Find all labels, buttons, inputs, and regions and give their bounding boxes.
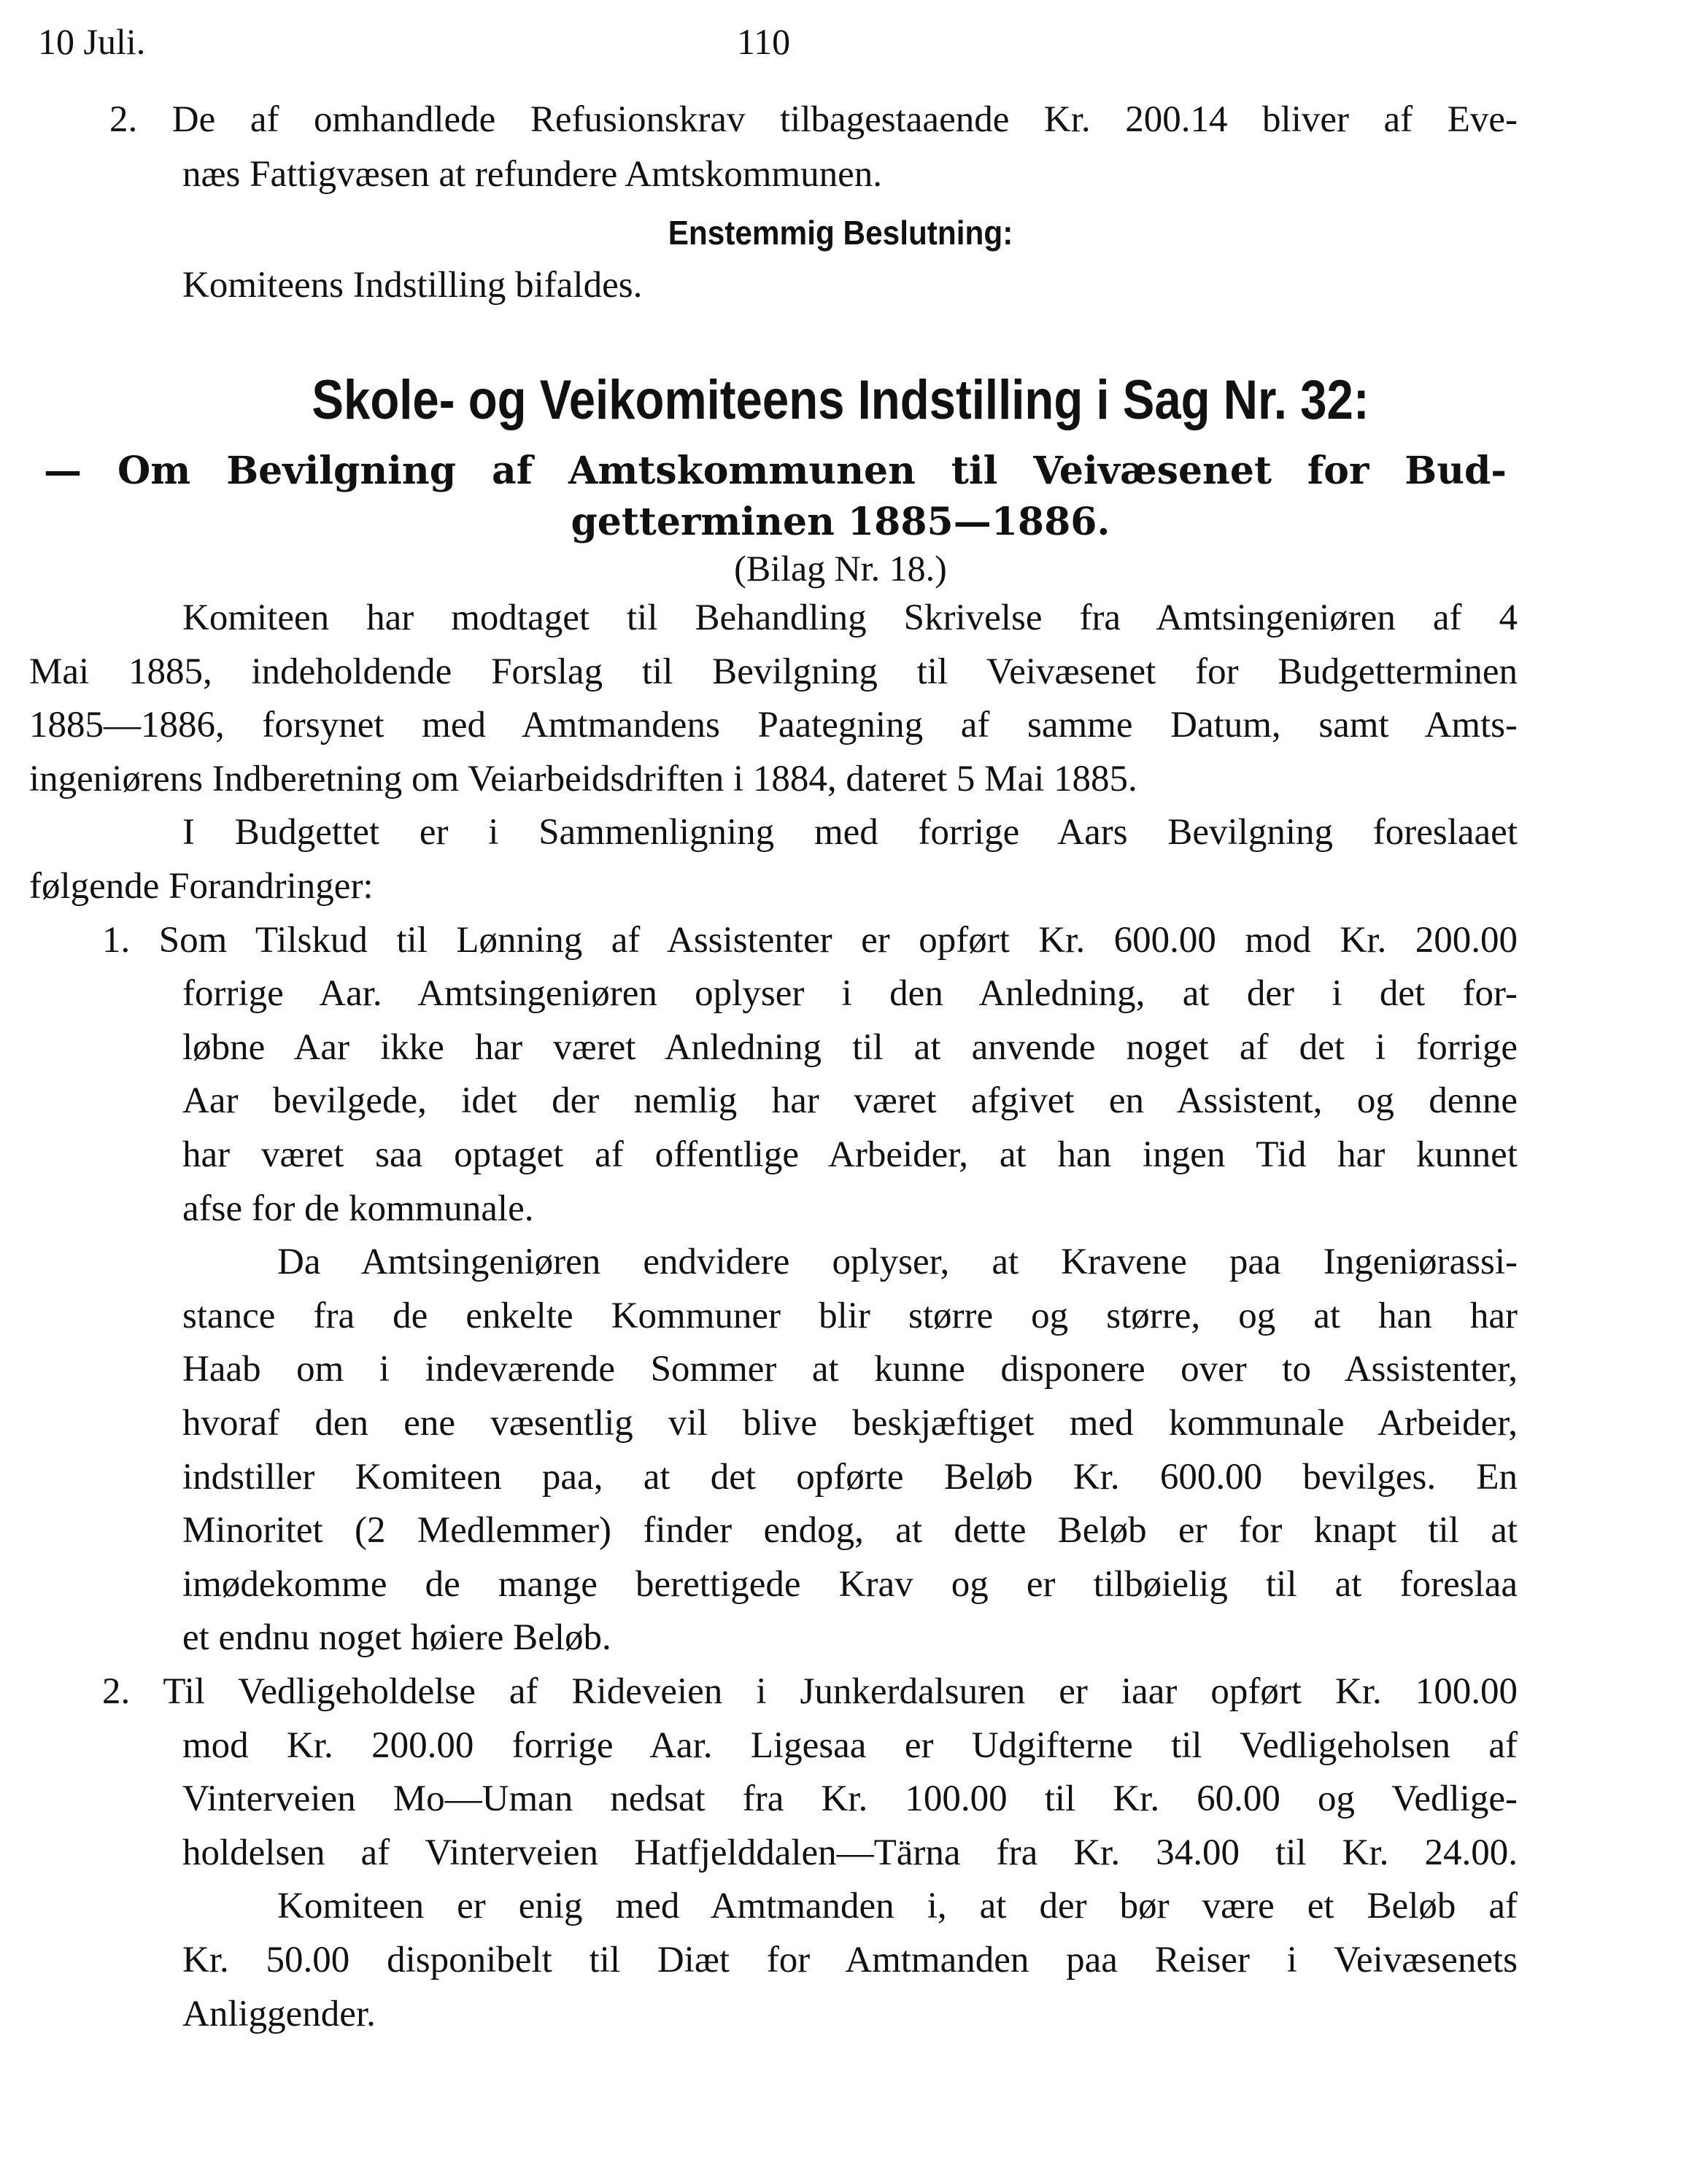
body-line: ingeniørens Indberetning om Veiarbeidsdriften i 1884, dateret 5 Mai 1885. <box>29 759 1137 799</box>
body-line: Haab om i indeværende Sommer at kunne disponere over to Assistenter, <box>182 1349 1518 1390</box>
body-line: et endnu noget høiere Beløb. <box>182 1617 611 1658</box>
body-line: 1. Som Tilskud til Lønning af Assistenter er opført Kr. 600.00 mod Kr. 200.00 <box>102 920 1518 961</box>
body-line: afse for de kommunale. <box>182 1188 534 1229</box>
body-line: følgende Forandringer: <box>29 866 374 907</box>
body-line: I Budgettet er i Sammenligning med forrige Aars Bevilgning foreslaaet <box>182 812 1518 853</box>
body-line: Vinterveien Mo—Uman nedsat fra Kr. 100.00 til Kr. 60.00 og Vedlige- <box>182 1778 1518 1819</box>
resolution-heading: Enstemmig Beslutning: <box>668 214 1013 252</box>
body-line: stance fra de enkelte Kommuner blir større og større, og at han har <box>182 1296 1518 1336</box>
body-line: har været saa optaget af offentlige Arbeider, at han ingen Tid har kunnet <box>182 1134 1518 1175</box>
body-line: imødekomme de mange berettigede Krav og er tilbøielig til at foreslaa <box>182 1564 1518 1605</box>
section-subtitle-line-1: — Om Bevilgning af Amtskommunen til Veivæsenet for Bud- <box>44 449 1507 493</box>
body-line: holdelsen af Vinterveien Hatfjelddalen—Tärna fra Kr. 34.00 til Kr. 24.00. <box>182 1832 1518 1873</box>
item-2-line-2: næs Fattigvæsen at refundere Amtskommunen. <box>182 154 882 195</box>
body-line: Anliggender. <box>182 1994 376 2034</box>
body-line: Komiteen har modtaget til Behandling Skrivelse fra Amtsingeniøren af 4 <box>182 597 1518 638</box>
page-date: 10 Juli. <box>38 21 146 62</box>
body-line: Mai 1885, indeholdende Forslag til Bevilgning til Veivæsenet for Budgetterminen <box>29 651 1518 692</box>
section-subtitle-line-2: getterminen 1885—1886. <box>571 500 1110 544</box>
body-line: Komiteen er enig med Amtmanden i, at der bør være et Beløb af <box>277 1886 1518 1927</box>
body-line: forrige Aar. Amtsingeniøren oplyser i den Anledning, at der i det for- <box>182 973 1518 1014</box>
body-line: indstiller Komiteen paa, at det opførte Beløb Kr. 600.00 bevilges. En <box>182 1457 1518 1498</box>
bilag-reference: (Bilag Nr. 18.) <box>734 548 947 589</box>
body-line: Kr. 50.00 disponibelt til Diæt for Amtmanden paa Reiser i Veivæsenets <box>182 1940 1518 1980</box>
body-line: 2. Til Vedligeholdelse af Rideveien i Junkerdalsuren er iaar opført Kr. 100.00 <box>102 1671 1518 1712</box>
body-line: 1885—1886, forsynet med Amtmandens Paategning af samme Datum, samt Amts- <box>29 705 1518 746</box>
item-2-line-1: 2. De af omhandlede Refusionskrav tilbagestaaende Kr. 200.14 bliver af Eve- <box>109 99 1518 140</box>
page-number: 110 <box>737 21 791 62</box>
body-line: hvoraf den ene væsentlig vil blive beskjæftiget med kommunale Arbeider, <box>182 1403 1518 1444</box>
resolution-text: Komiteens Indstilling bifaldes. <box>182 265 643 306</box>
body-line: Aar bevilgede, idet der nemlig har været afgivet en Assistent, og denne <box>182 1080 1518 1121</box>
body-line: Minoritet (2 Medlemmer) finder endog, at dette Beløb er for knapt til at <box>182 1510 1518 1551</box>
body-line: løbne Aar ikke har været Anledning til at anvende noget af det i forrige <box>182 1027 1518 1068</box>
body-line: Da Amtsingeniøren endvidere oplyser, at Kravene paa Ingeniørassi- <box>277 1242 1518 1282</box>
body-line: mod Kr. 200.00 forrige Aar. Ligesaa er Udgifterne til Vedligeholsen af <box>182 1725 1518 1766</box>
section-title: Skole- og Veikomiteens Indstilling i Sag Nr. 32: <box>312 369 1369 431</box>
